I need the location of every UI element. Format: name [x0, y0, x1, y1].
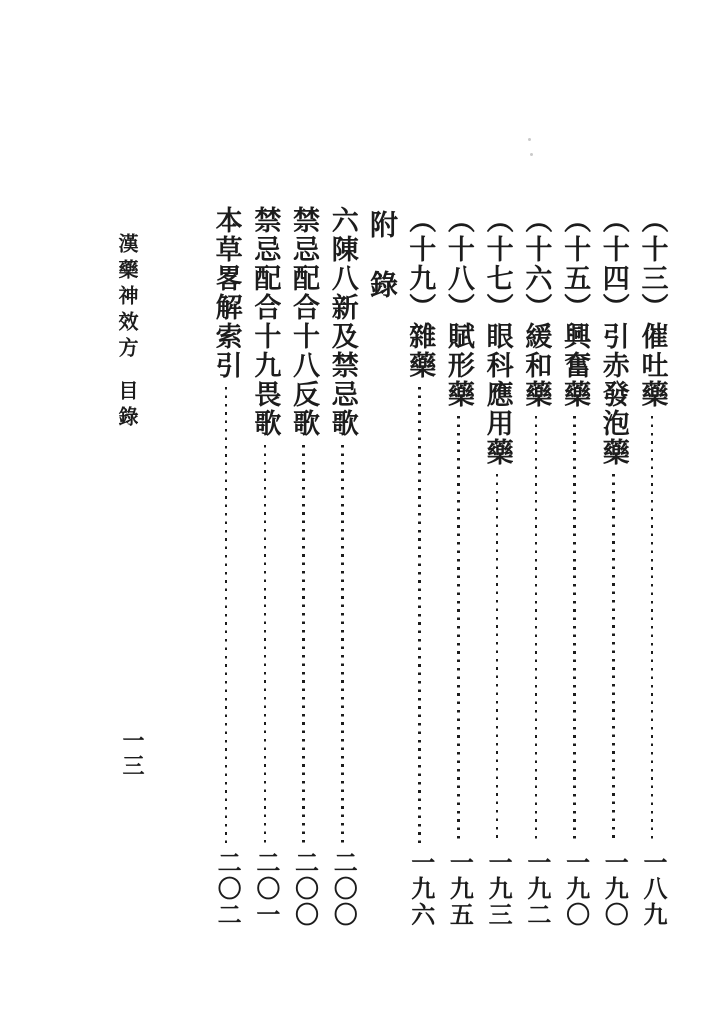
toc-entry-page-number: 一九三 [484, 850, 511, 928]
toc-section-label: 目錄 [115, 380, 137, 432]
toc-entry [560, 206, 590, 930]
dotted-leader [598, 467, 628, 850]
dotted-leader [289, 438, 319, 850]
toc-entry-page-number: 一八九 [639, 850, 665, 928]
toc-entry-title: （十三）催吐藥 [637, 206, 668, 409]
toc-entry [250, 206, 280, 930]
appendix-section-heading [366, 206, 396, 930]
toc-entry-title: （十八）賦形藥 [443, 206, 474, 409]
dotted-leader [250, 438, 280, 850]
toc-entry-title: （十七）眼科應用藥 [482, 206, 513, 467]
toc-entry [598, 206, 628, 930]
toc-entry [289, 206, 319, 930]
toc-entry-title: 六陳八新及禁忌歌 [327, 206, 358, 438]
scan-speck [530, 153, 533, 156]
toc-entry-page-number: 一九二 [522, 850, 549, 928]
toc-entry-title: 本草畧解索引 [211, 206, 242, 380]
dotted-leader [405, 380, 435, 850]
toc-entry [405, 206, 435, 930]
toc-entry-page-number: 一九五 [445, 850, 472, 928]
toc-entry-page-number: 二〇〇 [329, 850, 356, 928]
toc-entry-title: 禁忌配合十八反歌 [289, 206, 320, 438]
toc-entry [482, 206, 512, 930]
toc-entry-page-number: 二〇〇 [290, 850, 317, 928]
toc-entry-title: 禁忌配合十九畏歌 [250, 206, 281, 438]
toc-entry [327, 206, 357, 930]
table-of-contents [211, 206, 667, 930]
toc-entry-title: （十六）緩和藥 [521, 206, 552, 409]
dotted-leader [521, 409, 551, 850]
dotted-leader [443, 409, 473, 850]
toc-entry-title: （十四）引赤發泡藥 [598, 206, 629, 467]
toc-entry-page-number: 一九〇 [561, 850, 588, 928]
dotted-leader [560, 409, 590, 850]
folio-page-number: 一三 [120, 729, 145, 779]
appendix-section-heading-label: 附 錄 [365, 210, 397, 300]
running-margin-title [116, 233, 136, 463]
book-title: 漢藥神效方 [115, 233, 137, 363]
toc-entry-page-number: 二〇一 [251, 850, 278, 928]
toc-entry-page-number: 二〇二 [213, 850, 240, 928]
toc-entry [637, 206, 667, 930]
dotted-leader [327, 438, 357, 850]
dotted-leader [637, 409, 667, 850]
dotted-leader [211, 380, 241, 850]
toc-entry-page-number: 一九〇 [600, 850, 627, 928]
scan-speck [528, 138, 531, 141]
toc-entry-title: （十五）興奮藥 [560, 206, 591, 409]
toc-entry [211, 206, 241, 930]
toc-entry-title: （十九）雜藥 [405, 206, 436, 380]
dotted-leader [482, 467, 512, 850]
toc-entry [521, 206, 551, 930]
toc-entry [443, 206, 473, 930]
toc-entry-page-number: 一九六 [406, 850, 433, 928]
